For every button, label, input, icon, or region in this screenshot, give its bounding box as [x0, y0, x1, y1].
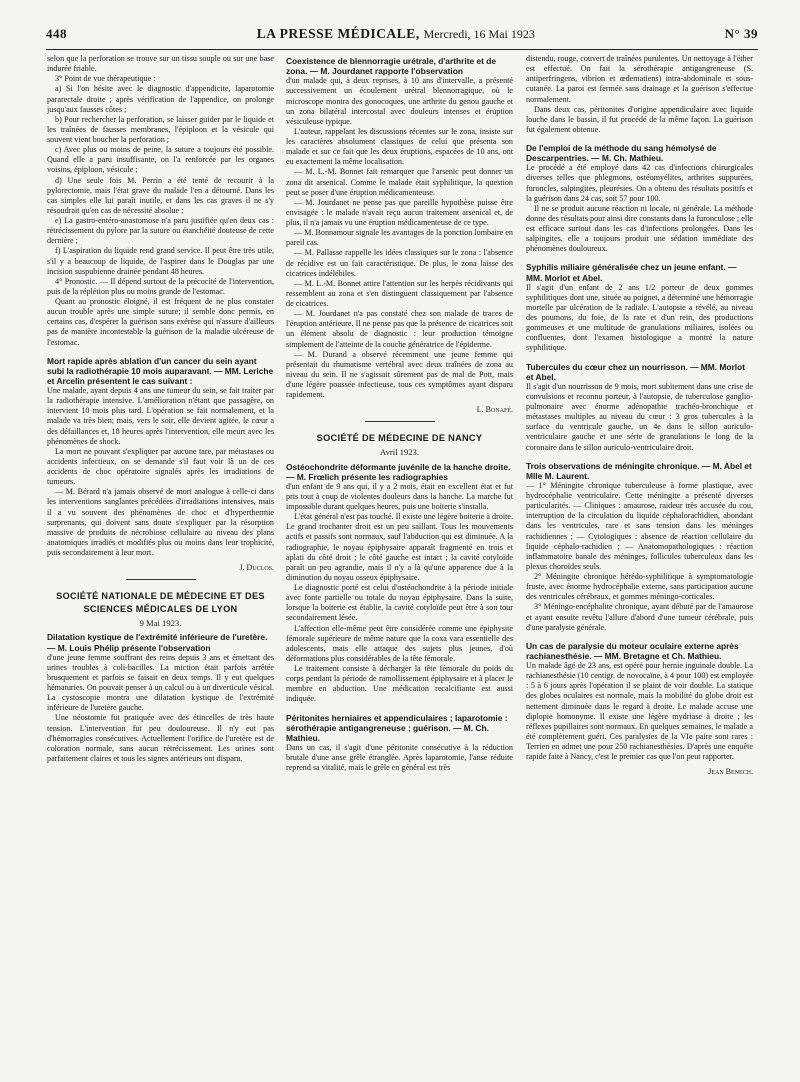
- paragraph: La mort ne pouvant s'expliquer par aucune tare, par métastases ou accidents infectieux, on se demande s'il faut voir là un de ces accidents de choc opératoire signalés après les irradiations de tumeurs.: [47, 446, 274, 487]
- paragraph: — M. Durand a observé récemment une jeune femme qui présentait du rhumatisme vertébral avec deux traînées de zona au niveau du sein. Il ne s'agissait sûrement pas de mal de Pott, mais d'une légère poussée infectieuse, tous ces symptômes ayant disparu rapidement.: [286, 349, 513, 400]
- paragraph: — M. L.-M. Bonnet fait remarquer que l'arsenic peut donner un zona dit arsenical. Comme le malade était syphilitique, la question peut se poser d'une éruption médicamenteuse.: [286, 167, 513, 197]
- journal-title: LA PRESSE MÉDICALE, Mercredi, 16 Mai 1923: [256, 26, 535, 41]
- article-heading: Ostéochondrite déformante juvénile de la hanche droite. — M. Frœlich présente les radiographies: [286, 461, 511, 482]
- paragraph: 2° Méningite chronique hérédo-syphilitique à symptomatologie fruste, avec énorme hydrocéphalie externe, sans participation aucune des ventricules cérébraux, et gommes méningo-corticales.: [526, 572, 753, 602]
- issue-number: N° 39: [724, 26, 758, 41]
- society-date: Avril 1923.: [380, 447, 419, 458]
- paragraph: distendu, rouge, couvert de traînées purulentes. Un nettoyage à l'éther est effectué. On fait la sérothérapie antigangreneuse (S. antiperfringens, vibrion et œdematiens) intra-abdominale et sous-cutanée. La paroi est fermée sans drainage et la guérison s'effectue normalement.: [526, 54, 753, 104]
- society-title: SOCIÉTÉ DE MÉDECINE DE NANCY: [316, 433, 483, 444]
- paragraph: Dans un cas, il s'agit d'une péritonite consécutive à la réduction brutale d'une anse grêle étranglée. Après laparotomie, l'anse réduite reprend sa vitalité, mais le grêle en général est très: [286, 742, 513, 773]
- paragraph: e) La gastro-entéro-anastomose n'a paru justifiée qu'en deux cas : rétrécissement du pylore par la suture ou étanchéité douteuse de cette dernière ;: [47, 216, 274, 246]
- paragraph: — 1° Méningite chronique tuberculeuse à forme plastique, avec hydrocéphalie ventriculaire. Cette méningite a présenté diverses particularités. — Cliniques : amaurose, raideur très accusée du cou, interruption de la circulation du liquide céphalorachidien, abondant dans les ventricules, rare et sans tension dans les méninges rachidiennes ; — Cytologiques : absence de réaction cellulaire du liquide céphalo-rachidien ; — Anatomopathologiques : réaction inflammatoire banale des méninges, follicules tuberculeux dans les plexus choroïdes seuls.: [526, 480, 753, 571]
- paragraph: Il s'agit d'un nourrisson de 9 mois, mort subitement dans une crise de convulsions et reconnu porteur, à l'autopsie, de tuberculose ganglio-pulmonaire avec énorme adénopathie trachéo-bronchique et métastases multiples au niveau du cœur : 3 gros tubercules à la surface du ventricule gauche, un 4e dans le sillon auriculo-ventriculaire gauche et une série de granulations le long de la coronaire dans le sillon auriculo-ventriculaire droit.: [526, 381, 753, 452]
- separator-rule: [126, 579, 196, 580]
- paragraph: d'une jeune femme souffrant des reins depuis 3 ans et émettant des urines troubles à coli-bacilles. La miction était parfois arrêtée brusquement et parfois se faisait en deux temps. Il y eut quelques hématuries. On pouvait penser à un calcul ou à un diverticule vésical. La cystoscopie montra une dilatation kystique de l'extrémité inférieure de l'uretère gauche.: [47, 652, 274, 713]
- paragraph: Il ne se produit aucune réaction ni locale, ni générale. La méthode donne des résultats pour ainsi dire constants dans la furonculose ; elle est efficace surtout dans les cas d'infections prolongées. Dans les salpingites, elle a toujours produit une sédation immédiate des phénomènes douloureux.: [526, 203, 753, 254]
- paragraph: d) Une seule fois M. Perrin a été tenté de recourir à la pylorectomie, mais l'état grave du malade l'en a détourné. Dans les cas simples elle lui paraît inutile, et dans les cas graves il ne s'y résoudrait qu'en cas de nécessité absolue ;: [47, 175, 274, 215]
- article-heading: Syphilis miliaire généralisée chez un jeune enfant. — MM. Morlot et Abel.: [526, 262, 737, 283]
- paragraph: — M. L.-M. Bonnet attire l'attention sur les herpès récidivants qui ressemblent au zona et s'en distinguent classiquement par l'absence de cicatrices.: [286, 278, 513, 308]
- author-signature: J. Duclos.: [239, 563, 274, 573]
- header-rule: [46, 49, 758, 50]
- article-heading: Trois observations de méningite chronique. — M. Abel et Mlle M. Laurent.: [526, 460, 752, 481]
- paragraph: — M. Jourdanet ne pense pas que pareille hypothèse puisse être envisagée : le malade n'avait reçu aucun traitement arsenical et, de plus, il n'a jamais vu une éruption médicamenteuse de ce type.: [286, 197, 513, 227]
- society-date: 9 Mai 1923.: [139, 618, 182, 629]
- paragraph: L'état général n'est pas touché. Il existe une légère boiterie à droite. Le grand trochanter droit est un peu saillant. Tous les mouvements actifs et passifs sont normaux, sauf l'abduction qui est diminuée. A la radiographie, le noyau épiphysaire apparaît fragmenté en trois et aplati du côté droit ; le côté gauche est intact ; la cavité cotyloïde paraît un peu agrandie, mais il n'y a là qu'une apparence due à la diminution du noyau osseux épiphysaire.: [286, 512, 513, 582]
- paragraph: Quant au pronostic éloigné, il est fréquent de ne plus constater aucun trouble après une simple suture; il semble donc permis, en certains cas, d'espérer la guérison sans exérèse qui n'assure d'ailleurs pas de manière incontestable la guérison de la maladie ulcéreuse de l'estomac.: [47, 297, 274, 347]
- article-heading: De l'emploi de la méthode du sang hémolysé de Descarpentries. — M. Ch. Mathieu.: [526, 143, 717, 164]
- paragraph: Une néostomie fut pratiquée avec des étincelles de très haute tension. L'intervention fut peu douloureuse. Il n'y eut pas d'hémorragies consécutives. Actuellement l'orifice de l'uretère est de coloration normale, sans aucun rétrécissement. Les urines sont parfaitement claires et tous les signes antérieurs ont disparu.: [47, 713, 274, 763]
- article-heading: Dilatation kystique de l'extrémité inférieure de l'uretère. — M. Louis Phélip présente l'observation: [47, 632, 268, 653]
- paragraph: f) L'aspiration du liquide rend grand service. Il peut être très utile, s'il y a beaucoup de liquide, de l'aspirer dans le Douglas par une incision suspubienne drainée pendant 48 heures.: [47, 246, 274, 276]
- paragraph: 4° Pronostic. — Il dépend surtout de la précocité de l'intervention, puis de la réplétion plus ou moins grande de l'estomac.: [47, 276, 274, 296]
- article-heading: Un cas de paralysie du moteur oculaire externe après rachianesthésie. — MM. Bretagne et Ch. Mathieu.: [526, 640, 739, 661]
- paragraph: — M. Bérard n'a jamais observé de mort analogue à celle-ci dans les interventions sanglantes précédées d'irradiations intensives, mais il a vu souvent des phénomènes de choc et d'hyperthermie surprenants, qui doivent sans doute s'expliquer par la résorption massive de produits de nécrobiose cellulaire au niveau des plans anatomiques irradiés et modifiés plus ou moins dans leur trophicité, puis secondairement à leur mort.: [47, 487, 274, 557]
- paragraph: L'auteur, rappelant les discussions récentes sur le zona, insiste sur les caractères absolument classiques de celui que présenta son malade et sur ce fait que les deux éruptions, espacées de 10 ans, ont eu exactement la même localisation.: [286, 126, 513, 167]
- paragraph: — M. Pallasse rappelle les idées classiques sur le zona : l'absence de récidive est un fait caractéristique. De plus, le zona laisse des cicatrices indélébiles.: [286, 248, 513, 278]
- article-heading: Coexistence de blennorragie urétrale, d'arthrite et de zona. — M. Jourdanet rapporte l'observation: [286, 56, 497, 77]
- paragraph: Dans deux cas, péritonites d'origine appendiculaire avec liquide louche dans le bassin, il fut procédé de la même façon. La guérison fut également obtenue.: [526, 104, 753, 134]
- column-3: [526, 54, 753, 1069]
- paragraph: selon que la perforation se trouve sur un tissu souple ou sur une base indurée friable.: [47, 54, 274, 74]
- paragraph: b) Pour rechercher la perforation, se laisser guider par le liquide et les traînées de fausses membranes, l'épiploon et la vésicule qui souvent vient boucher la perforation ;: [47, 114, 274, 144]
- paragraph: — M. Jourdanet n'a pas constaté chez son malade de traces de l'éruption antérieure. Il ne pense pas que la présence de cicatrices soit un élément absolu de diagnostic : leur production témoigne simplement de l'atteinte de la couche génératrice de l'épiderme.: [286, 309, 513, 349]
- paragraph: Le diagnostic porté est celui d'ostéochondrite à la période initiale avec fonte partielle ou totale du noyau épiphysaire. Dans la suite, lorsque la boiterie est établie, la cavité cotyloïde peut être à son tour secondairement lésée.: [286, 583, 513, 623]
- separator-rule: [365, 421, 435, 422]
- issue-date: Mercredi, 16 Mai 1923: [423, 27, 535, 41]
- paragraph: d'un enfant de 9 ans qui, il y a 2 mois, était en excellent état et fut pris tout à coup de violentes douleurs dans la hanche. La marche fut impossible durant quelques heures, puis une boiterie s'installa.: [286, 481, 513, 511]
- column-1: [47, 54, 274, 1069]
- paragraph: d'un malade qui, à deux reprises, à 10 ans d'intervalle, a présenté successivement un écoulement urétral blennorragique, où le microscope montra des gonocoques, une arthrite du genou gauche et un zona bilatéral intercostal avec douleurs intenses et éruption vésiculeuse typique.: [286, 76, 513, 126]
- paragraph: Une malade, ayant depuis 4 ans une tumeur du sein, se fait traiter par la radiothérapie intensive. L'amélioration n'étant que passagère, on intervient 10 mois plus tard. L'opération se fait normalement, et la malade va très bien; mais, vers le soir, elle devient agitée, le cœur a des défaillances et, 18 heures après l'intervention, elle meurt avec les phénomènes de shock.: [47, 386, 274, 446]
- journal-name: LA PRESSE MÉDICALE: [256, 26, 416, 41]
- paragraph: Il s'agit d'un enfant de 2 ans 1/2 porteur de deux gommes syphilitiques dont une, située au poignet, a déterminé une hémorragie mortelle par ulcération de la radiale. L'autopsie a révélé, au niveau des poumons, du foie, de la rate et d'un rein, des productions gommeuses et une multitude de granulations miliaires, isolées ou confluentes, dont l'examen histologique a montré la nature syphilitique.: [526, 282, 753, 353]
- page-number: 448: [46, 26, 67, 41]
- paragraph: — M. Bonnamour signale les avantages de la ponction lombaire en pareil cas.: [286, 228, 513, 248]
- paragraph: 3° Méningo-encéphalite chronique, ayant débuté par de l'amaurose et ayant ensuite revêtu l'allure d'abord d'une tumeur cérébrale, puis d'une paralysie générale.: [526, 602, 753, 632]
- paragraph: a) Si l'on hésite avec le diagnostic d'appendicite, laparotomie pararectale droite ; après vérification de l'appendice, on prolonge jusqu'aux fausses côtes ;: [47, 84, 274, 114]
- column-2: [286, 54, 513, 1069]
- paragraph: c) Avec plus ou moins de peine, la suture a toujours été possible. Quand elle a paru insuffisante, on l'a renforcée par les organes voisins, épiploon, vésicule ;: [47, 145, 274, 175]
- article-heading: Péritonites herniaires et appendiculaires ; laparotomie : sérothérapie antigangreneuse ; guérison. — M. Ch. Mathieu.: [286, 712, 508, 743]
- paragraph: 3° Point de vue thérapeutique :: [55, 74, 156, 84]
- paragraph: L'affection elle-même peut être considérée comme une épiphysite fémorale supérieure de même nature que la coxa vara essentielle des adolescents, mais elle attaque des sujets plus jeunes, d'où déformations plus considérables de la tête fémorale.: [286, 623, 513, 663]
- article-heading: Tubercules du cœur chez un nourrisson. — MM. Morlot et Abel.: [526, 361, 745, 382]
- page-header: [46, 26, 758, 46]
- article-heading: Mort rapide après ablation d'un cancer du sein ayant subi la radiothérapie 10 mois auparavant. — MM. Leriche et Arcelin présentent le cas suivant :: [47, 355, 274, 386]
- author-signature: L. Bonafé.: [476, 405, 513, 415]
- paragraph: Le traitement consiste à décharger la tête fémorale du poids du corps pendant la période de ramollissement épiphysaire et à placer le membre en abduction. Une médication recalcifiante est aussi indiquée.: [286, 664, 513, 704]
- paragraph: Le procédé a été employé dans 42 cas d'infections chirurgicales diverses telles que phlegmons, ostéomyélites, arthrites suppurées, furoncles, salpingites, pleurésies. On a obtenu des résultats positifs et la guérison dans 24 cas, soit 57 pour 100.: [526, 163, 753, 203]
- paragraph: Un malade âgé de 23 ans, est opéré pour hernie inguinale double. La rachianesthésie (10 centigr. de novocaïne, à 4 pour 100) est employée : 5 à 6 jours après l'opération il se plaint de voir double. La statique des globes oculaires est normale, mais la mobilité du globe droit est nettement diminuée dans le regard à droite. Le malade accuse une diplopie homonyme. Il existe une légère mydriase à droite ; les réflexes pupillaires sont normaux. En quelques semaines, le malade a été complètement guéri. Ces paralysies de la VIe paire sont rares : Terrien en admet une pour 250 rachianesthésies. D'après une enquête rapide faite à Nancy, c'est le premier cas que l'on peut rapporter.: [526, 661, 753, 762]
- author-signature: Jean Benech.: [708, 767, 753, 777]
- society-title: SOCIÉTÉ NATIONALE DE MÉDECINE ET DES SCIENCES MÉDICALES DE LYON: [56, 591, 265, 615]
